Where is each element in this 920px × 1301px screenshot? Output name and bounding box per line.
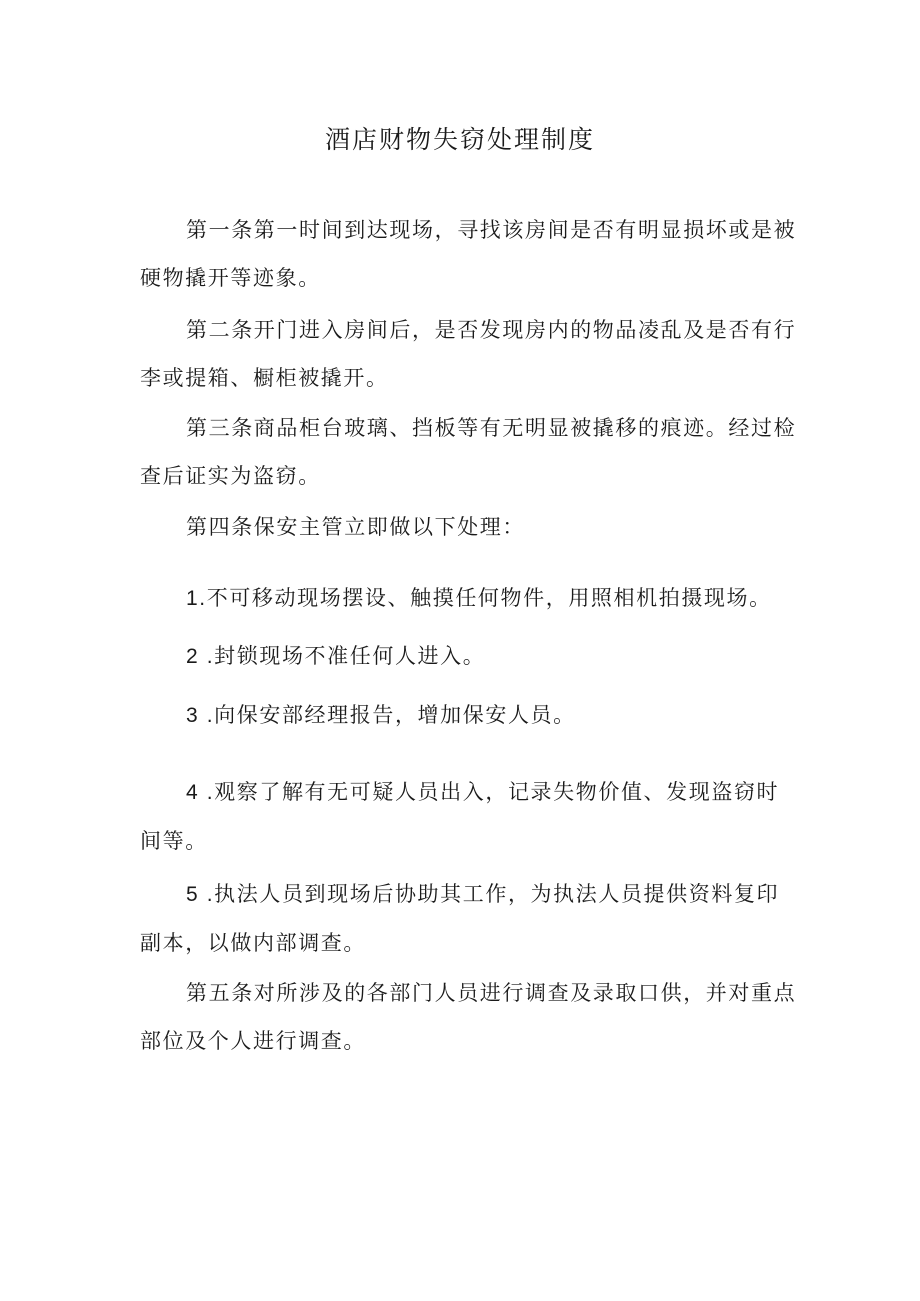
step-1-number: 1. <box>186 587 207 610</box>
article-3: 第三条商品柜台玻璃、挡板等有无明显被撬移的痕迹。经过检查后证实为盗窃。 <box>140 416 797 488</box>
step-1 <box>140 574 800 623</box>
step-3-number: 3 . <box>186 704 215 727</box>
document-title: 酒店财物失窃处理制度 <box>324 125 595 154</box>
article-2: 第二条开门进入房间后，是否发现房内的物品凌乱及是否有行李或提箱、橱柜被撬开。 <box>140 318 797 390</box>
article-5: 第五条对所涉及的各部门人员进行调查及录取口供，并对重点部位及个人进行调查。 <box>140 981 797 1053</box>
article-1: 第一条第一时间到达现场，寻找该房间是否有明显损坏或是被硬物撬开等迹象。 <box>140 218 797 290</box>
step-5 <box>140 870 800 967</box>
step-4 <box>140 768 800 865</box>
step-1-text: 不可移动现场摆设、触摸任何物件，用照相机拍摄现场。 <box>206 586 772 610</box>
step-4-number: 4 . <box>186 781 215 804</box>
step-5-number: 5 . <box>186 883 215 906</box>
step-2-text: 封锁现场不准任何人进入。 <box>214 644 486 668</box>
article-4: 第四条保安主管立即做以下处理： <box>186 515 525 539</box>
step-2-number: 2 . <box>186 645 215 668</box>
step-2 <box>140 632 800 681</box>
step-3 <box>140 691 800 740</box>
step-5-text: 执法人员到现场后协助其工作，为执法人员提供资料复印副本，以做内部调查。 <box>140 882 780 955</box>
step-4-text: 观察了解有无可疑人员出入，记录失物价值、发现盗窃时间等。 <box>140 780 780 853</box>
step-3-text: 向保安部经理报告，增加保安人员。 <box>214 703 576 727</box>
